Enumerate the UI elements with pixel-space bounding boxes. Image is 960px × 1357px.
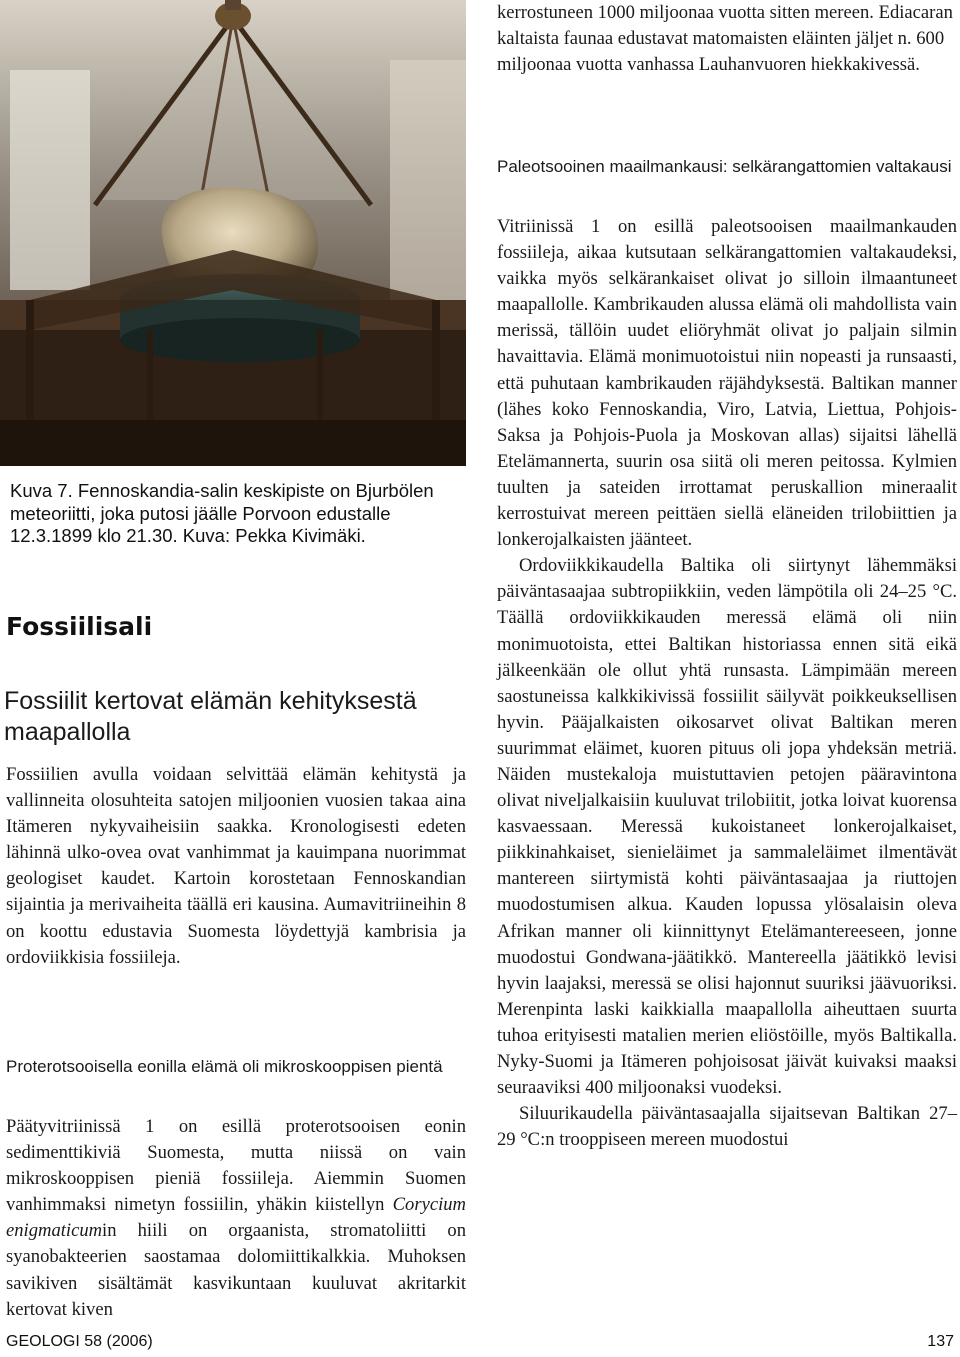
paleozoic-paragraph-3: Siluurikaudella päiväntasaajalla sijaitsevan Baltikan 27–29 °C:n trooppiseen mereen muodostui	[497, 1103, 957, 1151]
footer-journal: GEOLOGI 58 (2006)	[6, 1333, 153, 1350]
species-name-italic: Corycium enigmaticum	[6, 1194, 466, 1242]
right-continuation-paragraph	[497, 0, 957, 78]
intro-paragraph-text: Fossiilien avulla voidaan selvittää elämän kehitystä ja vallinneita olosuhteita satojen miljoonien vuosien takaa aina Itämeren nykyvaiheisiin saakka. Kronologisesti edeten lähinnä ulko-ovea ovat vanhimmat ja kauimpana nuorimmat geologiset kaudet. Kartoin korostetaan Fennoskandian sijaintia ja merivaiheita täällä eri kausina. Aumavitriineihin 8 on koottu edustavia Suomesta löydettyjä kambrisia ja ordoviikkisia fossiileja.	[6, 764, 466, 968]
proterozoic-text-after: in hiili on orgaanista, stromatoliitti on syanobakteerien saostamaa dolomiittikalkkia. Muhoksen savikiven sisältämät kasvikuntaan kuuluvat akritarkit kertovat kiven	[6, 1220, 466, 1320]
paleozoic-paragraph-2: Ordoviikkikaudella Baltika oli siirtynyt lähemmäksi päiväntasaajaa subtropiikkiin, veden lämpötila oli 24–25 °C. Täällä ordoviikkikauden meressä elämä oli niin monimuotoista, ettei Baltikan historiassa ennen sitä eikä jälkeenkään ole ollut yhtä runsasta. Lämpimään mereen saostuneissa kalkkikivissä fossiilit säilyvät poikkeuksellisen hyvin. Pääjalkaisten oikosarvet olivat Baltikan meren suurimmat eläimet, kuoren pituus oli jopa yhdeksän metriä. Näiden mustekaloja muistuttavien petojen pääravintona olivat niveljalkaisiin kuuluvat trilobiitit, jotka loivat kuorensa kasvaessaan. Meressä kukoistaneet lonkerojalkaiset, piikkinahkaiset, sienieläimet ja sammaleläimet ilmentävät mantereen siirtymistä kohti päiväntasaajaa ja riuttojen muodostumisen alkua. Kauden lopussa ylösalaisin oleva Afrikan manner oli kiinnittynyt Etelämantereeseen, jonne muodostui Gondwana-jäätikkö. Mantereella jäätikkö levisi hyvin laajaksi, meressä se olisi hajonnut suuriksi jäävuoriksi. Merenpinta laski kaikkialla maapallolla aiheuttaen suurta tuhoa erityisesti matalien merien eliöstöille, myös Baltikalla. Nyky-Suomi ja Itämeren pohjoisosat jäivät kuivaksi maaksi seuraaviksi 400 miljoonaksi vuodeksi.	[497, 555, 957, 1099]
subheading-paleozoic: Paleotsooinen maailmankausi: selkärangattomien valtakausi	[497, 157, 952, 176]
paleozoic-paragraphs	[497, 214, 957, 1153]
proterozoic-text-before: Päätyvitriinissä 1 on esillä proterotsooisen eonin sedimenttikiviä Suomesta, mutta niissä on vain mikroskooppisen pieniä fossiileja. Aiemmin Suomen vanhimmaksi nimetyn fossiilin, yhäkin kiistellyn	[6, 1116, 466, 1216]
subheading-fossils: Fossiilit kertovat elämän kehityksestä maapallolla	[4, 687, 417, 746]
right-continuation-text: kerrostuneen 1000 miljoonaa vuotta sitten mereen. Ediacaran kaltaista faunaa edustavat matomaisten eläinten jäljet n. 600 miljoonaa vuotta vanhassa Lauhanvuoren hiekkakivessä.	[497, 2, 953, 76]
subheading-proterozoic: Proterotsooisella eonilla elämä oli mikroskooppisen pientä	[6, 1057, 443, 1076]
footer-page-number: 137	[927, 1333, 954, 1350]
photo-caption: Kuva 7. Fennoskandia-salin keskipiste on Bjurbölen meteoriitti, joka putosi jäälle Porvoon edustalle 12.3.1899 klo 21.30. Kuva: Pekka Kivimäki.	[10, 480, 434, 546]
proterozoic-paragraph-text	[6, 1114, 466, 1323]
meteorite-display-case-illustration	[0, 0, 466, 466]
intro-paragraph	[6, 762, 466, 971]
meteorite-photo	[0, 0, 466, 466]
section-title: Fossiilisali	[6, 612, 153, 641]
paleozoic-paragraph-1: Vitriinissä 1 on esillä paleotsooisen maailmankauden fossiileja, aikaa kutsutaan selkärangattomien valtakaudeksi, vaikka myös selkärankaiset olivat jo silloin ilmaantuneet maapallolle. Kambrikauden alussa elämä oli mahdollista vain merissä, tällöin uudet eliöryhmät olivat jo paljain silmin havaittavia. Elämä monimuotoistui niin nopeasti ja runsaasti, että puhutaan kambrikauden räjähdyksestä. Baltikan manner (lähes koko Fennoskandia, Viro, Latvia, Liettua, Pohjois-Saksa ja Pohjois-Puola ja Moskovan allas) sijaitsi lähellä Etelämannerta, suurin osa siitä oli meren peitossa. Kylmien tuulten ja sateiden irrottamat peruskallion mineraalit kerrostuivat mereen peittäen siellä eläneiden trilobiittien ja lonkerojalkaisten jäänteet.	[497, 216, 957, 551]
proterozoic-paragraph	[6, 1114, 466, 1323]
